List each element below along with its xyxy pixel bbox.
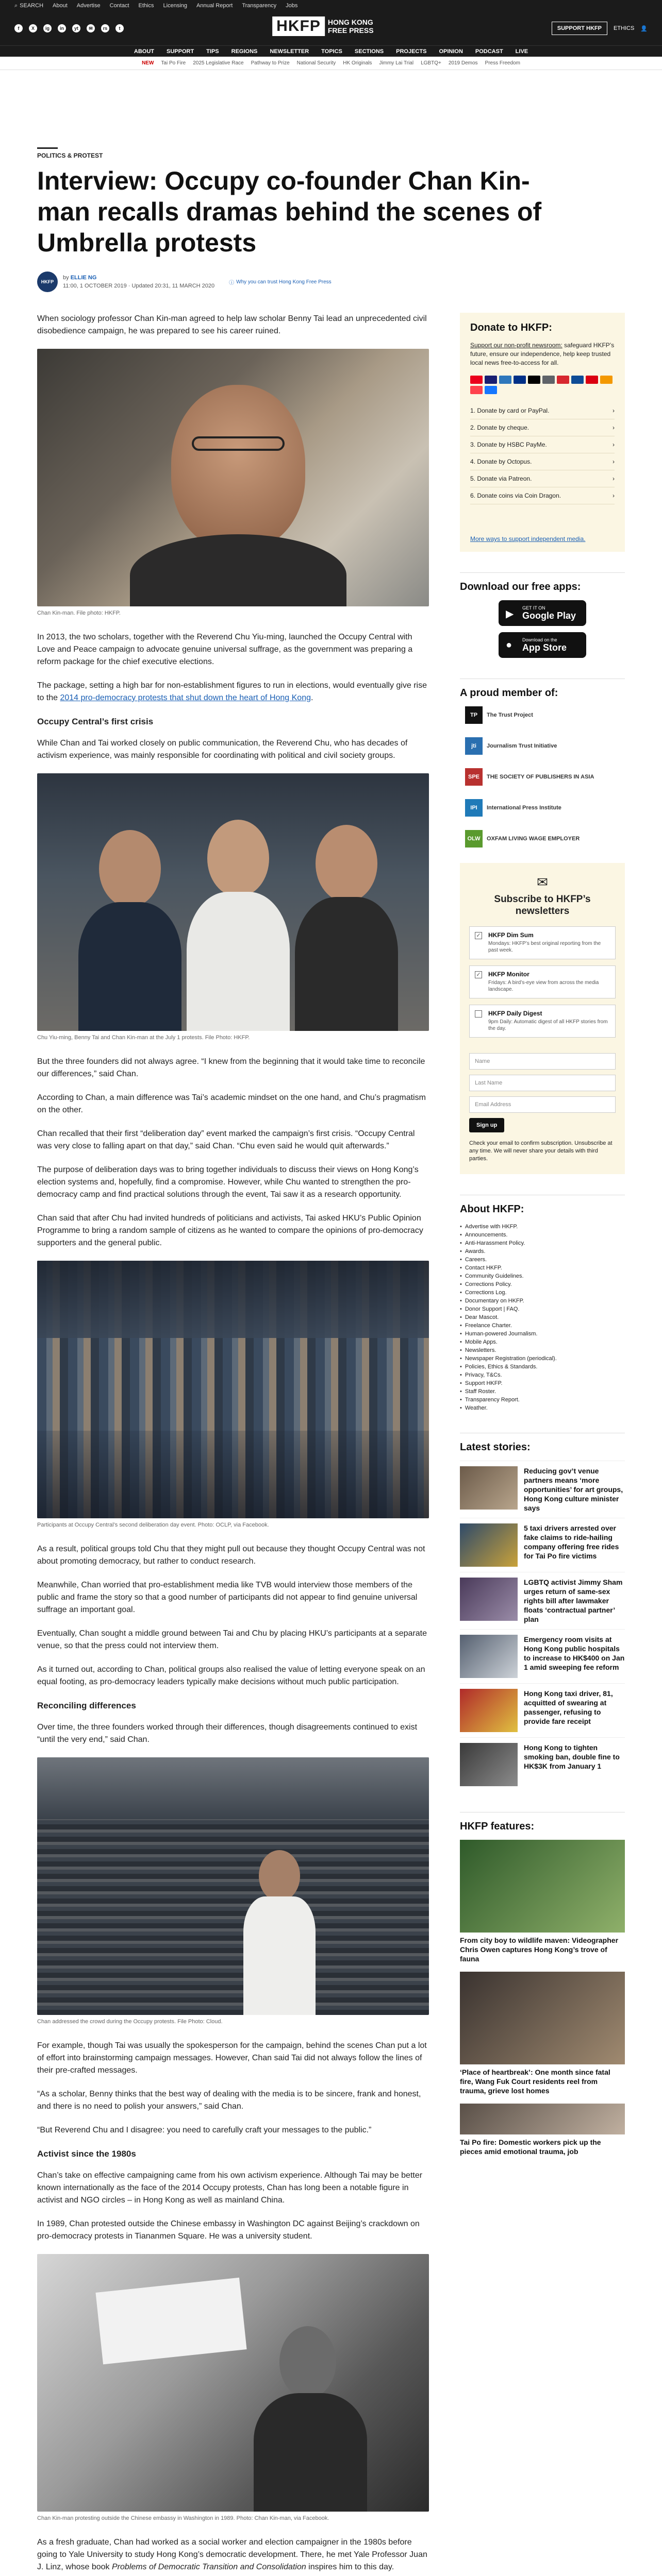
photo-deliberation-day [37,1261,429,1518]
donate-option[interactable]: 3. Donate by HSBC PayMe. › [470,436,615,453]
about-link[interactable]: • Human-powered Journalism. [460,1330,625,1338]
ipi-icon: IPI [465,799,483,817]
author-avatar: HKFP [37,272,58,292]
about-link[interactable]: • Awards. [460,1247,625,1256]
paragraph: As a fresh graduate, Chan had worked as a social worker and election campaigner in the 1980s before going to Yale University to study Hong Kong’s democratic development. There, he met Yale Professor Juan J. Linz, whose book Problems of Democratic Transition and Consolidation inspires him to this day. [37,2538,427,2571]
site-logo[interactable] [272,16,390,36]
page-container [37,147,625,2576]
paragraph: For example, though Tai was usually the spokesperson for the campaign, behind the scenes Chan put a lot of effort into brainstorming campaign messages. However, Chan said Tai did not always follow the lines of their pre-crafted messages. [37,2041,427,2075]
unionpay-icon [557,376,569,384]
nav-topics[interactable]: TOPICS [321,48,342,55]
membership-heading: A proud member of: [460,687,558,699]
trust-link[interactable]: ⓘ Why you can trust Hong Kong Free Press [229,279,332,286]
article-title: Interview: Occupy co-founder Chan Kin-man recalls dramas behind the scenes of Umbrella protests [37,166,542,257]
features-heading: HKFP features: [460,1821,535,1832]
trending-link[interactable]: 2025 Legislative Race [193,60,244,66]
paragraph: Eventually, Chan sought a middle ground between Tai and Chu by placing HKU’s participants at a separate venue, so that the press could not interview them. [37,1629,427,1650]
about-link[interactable]: • Support HKFP. [460,1379,625,1387]
trending-link[interactable]: Press Freedom [485,60,520,66]
last-name-input[interactable]: Last Name [469,1075,616,1091]
trending-nav [0,57,662,70]
about-link[interactable]: • Policies, Ethics & Standards. [460,1363,625,1371]
nav-support[interactable]: SUPPORT [166,48,194,55]
feature-item[interactable]: Tai Po fire: Domestic workers pick up the pieces amid emotional trauma, job [460,2104,625,2156]
topbar-link[interactable]: Jobs [286,3,298,9]
feature-image [460,2104,625,2134]
apple-icon: ● [506,639,512,651]
kicker-divider [37,147,58,149]
about-heading: About HKFP: [460,1204,524,1215]
story-item[interactable]: 5 taxi drivers arrested over fake claims to ride-hailing company offering free rides for Tai Po fire victims [460,1518,625,1572]
trending-link[interactable]: 2019 Demos [448,60,478,66]
byline: HKFP by ELLIE NG 11:00, 1 OCTOBER 2019 · Updated 20:31, 11 MARCH 2020 ⓘ Why you can trust Hong Kong Free Press [37,272,625,292]
story-item[interactable]: Hong Kong to tighten smoking ban, double fine to HK$3K from January 1 [460,1737,625,1791]
x-icon[interactable]: X [29,24,37,32]
trending-link[interactable]: HK Originals [343,60,372,66]
newsletter-checkbox[interactable] [475,1010,482,1018]
jti-icon: jti [465,737,483,755]
trending-link[interactable]: LGBTQ+ [421,60,441,66]
about-link[interactable]: • Transparency Report. [460,1396,625,1404]
trending-link[interactable]: National Security [296,60,336,66]
about-link[interactable]: • Staff Roster. [460,1387,625,1396]
paragraph: As it turned out, according to Chan, political groups also realised the value of letting everyone speak on an equal footing, as pro-democracy leaders typically make decisions without much public participation. [37,1665,425,1686]
story-thumbnail [460,1689,518,1732]
paragraph: According to Chan, a main difference was Tai’s academic mindset on the one hand, and Chu’s pragmatism on the other. [37,1093,426,1114]
member-logo[interactable]: TP The Trust Project [465,706,625,724]
newsletter-option[interactable]: ✓ HKFP Dim Sum Mondays: HKFP’s best original reporting from the past week. [469,926,616,959]
figure [37,349,429,617]
trust-project-icon: TP [465,706,483,724]
chevron-right-icon: › [613,441,615,448]
section-heading: Reconciling differences [37,1701,136,1710]
figure [37,2254,429,2522]
member-logo[interactable]: SPE THE SOCIETY OF PUBLISHERS IN ASIA [465,768,625,786]
ethics-link[interactable]: ETHICS [613,25,635,31]
donate-option[interactable]: 4. Donate by Octopus. › [470,453,615,470]
about-link[interactable]: • Documentary on HKFP. [460,1297,625,1305]
about-link[interactable]: • Donor Support | FAQ. [460,1305,625,1313]
support-hkfp-button[interactable]: SUPPORT HKFP [552,22,607,35]
member-logo[interactable]: IPI International Press Institute [465,799,625,817]
trending-link[interactable]: Tai Po Fire [161,60,186,66]
logo-mark: HKFP [272,16,325,36]
search-link[interactable]: ⌕ SEARCH [14,2,44,9]
inline-link[interactable]: 2014 pro-democracy protests that shut down the heart of Hong Kong [60,693,311,702]
topbar-link[interactable]: Contact [109,3,129,9]
amex-icon [499,376,511,384]
newsletter-checkbox[interactable]: ✓ [475,932,482,939]
about-link[interactable]: • Advertise with HKFP. [460,1223,625,1231]
about-link[interactable]: • Corrections Log. [460,1289,625,1297]
photo-portrait [37,349,429,606]
newsletter-option[interactable]: HKFP Daily Digest 9pm Daily: Automatic digest of all HKFP stories from the day. [469,1005,616,1038]
photo-caption: Chan Kin-man. File photo: HKFP. [37,610,121,616]
trending-link[interactable]: Jimmy Lai Trial [379,60,414,66]
visa-icon [485,376,497,384]
donate-box: Donate to HKFP: Support our non-profit newsroom: safeguard HKFP’s future, ensure our independence, help keep trusted local news free-to-access for all. 1. Donate by card or PayPal. › 2. Donate by cheque. › 3. Donate by HSBC PayMe. › 4. Donate by Octopus. › 5. Donate via Patreon. › 6. Donate coins via Coin Dragon. › More ways to support independent media. [460,313,625,552]
chevron-right-icon: › [613,475,615,482]
facebook-icon[interactable]: f [14,24,23,32]
main-nav [0,45,662,57]
oxfam-icon: OLW [465,830,483,848]
story-thumbnail [460,1578,518,1621]
topbar-link[interactable]: Annual Report [196,3,233,9]
nav-newsletter[interactable]: NEWSLETTER [270,48,309,55]
patreon-icon [470,386,483,394]
about-link[interactable]: • Weather. [460,1404,625,1412]
photo-caption: Participants at Occupy Central’s second deliberation day event. Photo: OCLP, via Facebook. [37,1522,269,1528]
about-link[interactable]: • Mobile Apps. [460,1338,625,1346]
topbar-link[interactable]: Transparency [242,3,277,9]
photo-1989-protest [37,2254,429,2512]
chevron-right-icon: › [613,407,615,414]
newsletter-checkbox[interactable]: ✓ [475,971,482,978]
photo-founders [37,773,429,1031]
topbar-link[interactable]: Advertise [76,3,101,9]
paragraph: As a result, political groups told Chu that they might pull out because they thought Occupy Central was not about promoting democracy, but rather to conduct research. [37,1545,425,1566]
figure [37,1757,429,2025]
paragraph: In 1989, Chan protested outside the Chinese embassy in Washington DC against Beijing’s crackdown on pro-democracy protests in Tiananmen Square. He was a university student. [37,2219,420,2241]
telegram-icon[interactable]: t [115,24,124,32]
story-item[interactable]: Emergency room visits at Hong Kong public hospitals to increase to HK$400 on Jan 1 amid sweeping fee reform [460,1629,625,1683]
nav-about[interactable]: ABOUT [134,48,154,55]
paragraph: Chan recalled that their first “deliberation day” event marked the campaign’s first crisis. “Occupy Central was very close to falling apart on that day,” said Chan. “Chu even said he would quit afterwards.” [37,1129,415,1150]
about-link[interactable]: • Privacy, T&Cs. [460,1371,625,1379]
paragraph: Meanwhile, Chan worried that pro-establishment media like TVB would interview those members of the public and frame the story so that a good number of participants did not appear to find genuine universal suffrage an important goal. [37,1581,418,1614]
member-logo[interactable]: jti Journalism Trust Initiative [465,737,625,755]
brand-bar [0,11,662,45]
feature-item[interactable]: ‘Place of heartbreak’: One month since fatal fire, Wang Fuk Court residents reel from trauma, grieve lost homes [460,1972,625,2095]
paypal-icon [514,376,526,384]
top-utility-bar [0,0,662,11]
info-icon: ⓘ [229,280,235,286]
about-link[interactable]: • Freelance Charter. [460,1321,625,1330]
apps-heading: Download our free apps: [460,581,581,592]
user-icon[interactable]: 👤 [640,25,648,32]
section-heading: Activist since the 1980s [37,2149,136,2159]
mastercard-icon [470,376,483,384]
apps-section [460,572,625,658]
photo-caption: Chu Yiu-ming, Benny Tai and Chan Kin-man at the July 1 protests. File Photo: HKFP. [37,1035,250,1041]
email-input[interactable]: Email Address [469,1096,616,1113]
donate-heading: Donate to HKFP: [470,322,552,333]
member-logo[interactable]: OLW OXFAM LIVING WAGE EMPLOYER [465,830,625,848]
sidebar [460,313,625,2576]
search-icon: ⌕ [14,2,18,9]
about-link[interactable]: • Careers. [460,1256,625,1264]
topbar-link[interactable]: Ethics [138,3,154,9]
newsletter-note: Check your email to confirm subscription. Unsubscribe at any time. We will never share your details with third parties. [469,1140,613,1162]
about-link[interactable]: • Corrections Policy. [460,1280,625,1289]
alipay-icon [485,386,497,394]
paragraph: Over time, the three founders worked through their differences, though disagreements continued to exist “until the very end,” said Chan. [37,1723,418,1744]
story-item[interactable]: Reducing gov’t venue partners means ‘more opportunities’ for art groups, Hong Kong culture minister says [460,1461,625,1518]
rss-icon[interactable]: rs [101,24,109,32]
features-section [460,1812,625,2156]
more-ways-link[interactable]: More ways to support independent media. [470,535,586,543]
story-item[interactable]: Hong Kong taxi driver, 81, acquitted of swearing at passenger, refusing to provide fare receipt [460,1683,625,1737]
applepay-icon [528,376,540,384]
google-play-icon: ▶ [506,608,514,620]
chevron-right-icon: › [613,458,615,465]
jcb-icon [571,376,584,384]
latest-heading: Latest stories: [460,1442,531,1453]
story-thumbnail [460,1743,518,1786]
nav-podcast[interactable]: PODCAST [475,48,503,55]
chevron-right-icon: › [613,492,615,499]
about-link[interactable]: • Newspaper Registration (periodical). [460,1354,625,1363]
paragraph: Chan said that after Chu had invited hundreds of politicians and activists, Tai asked HKU’s Public Opinion Programme to bring a random sample of citizens as he wanted to compare the opinions of pro-democracy supporters and the general public. [37,1214,423,1247]
linkedin-icon[interactable]: in [58,24,66,32]
octopus-icon [600,376,613,384]
about-link[interactable]: • Dear Mascot. [460,1313,625,1321]
google-play-button[interactable]: ▶ GET IT ON Google Play [499,600,586,626]
donate-option[interactable]: 6. Donate coins via Coin Dragon. › [470,487,615,504]
paragraph: The package, setting a high bar for non-establishment figures to run in elections, would eventually give rise to the 2014 pro-democracy protests that shut down the heart of Hong Kong. [37,681,427,702]
nav-sections[interactable]: SECTIONS [354,48,384,55]
nav-tips[interactable]: TIPS [206,48,219,55]
article-body [37,313,429,2576]
story-item[interactable]: LGBTQ activist Jimmy Sham urges return of same-sex rights bill after lawmaker floats ‘contractual partner’ plan [460,1572,625,1629]
topbar-link[interactable]: About [53,3,68,9]
chevron-right-icon: › [613,424,615,431]
app-store-button[interactable]: ● Download on the App Store [499,632,586,658]
newsletter-option[interactable]: ✓ HKFP Monitor Fridays: A bird’s-eye view from across the media landscape. [469,965,616,998]
new-badge: NEW [142,60,154,66]
about-link[interactable]: • Community Guidelines. [460,1272,625,1280]
payme-icon [586,376,598,384]
paragraph: When sociology professor Chan Kin-man agreed to help law scholar Benny Tai lead an unprecedented civil disobedience campaign, he was prepared to see his career ruined. [37,314,427,335]
photo-occupy-crowd [37,1757,429,2015]
feature-item[interactable]: From city boy to wildlife maven: Videographer Chris Owen captures Hong Kong’s trove of fauna [460,1840,625,1963]
paragraph: The purpose of deliberation days was to bring together individuals to discuss their views on Hong Kong’s election systems and, hopefully, find a compromise. However, while Chu wanted to strengthen the pro-democracy camp and find practical solutions through the event, Tai saw it as a research opportunity. [37,1165,419,1199]
sopa-icon: SPE [465,768,483,786]
figure [37,773,429,1041]
donate-option[interactable]: 1. Donate by card or PayPal. › [470,402,615,419]
paragraph: But the three founders did not always agree. “I knew from the beginning that it would take time to reconcile our differences,” said Chan. [37,1057,425,1078]
paragraph: In 2013, the two scholars, together with the Reverend Chu Yiu-ming, launched the Occupy Central with Love and Peace campaign to advocate genuine universal suffrage, as the government was preparing a reform package for the chief executive elections. [37,633,413,666]
publish-dates: 11:00, 1 OCTOBER 2019 · Updated 20:31, 11 MARCH 2020 [63,283,215,289]
topbar-link[interactable]: Licensing [163,3,187,9]
about-section [460,1195,625,1412]
nav-regions[interactable]: REGIONS [231,48,258,55]
about-link[interactable]: • Anti-Harassment Policy. [460,1239,625,1247]
instagram-icon[interactable]: ig [43,24,52,32]
story-thumbnail [460,1466,518,1510]
about-link[interactable]: • Newsletters. [460,1346,625,1354]
newsletter-box [460,863,625,1174]
section-heading: Occupy Central’s first crisis [37,717,154,726]
donate-intro-link[interactable]: Support our non-profit newsroom: [470,342,562,349]
paragraph: Chan’s take on effective campaigning came from his own activism experience. Although Tai may be better known internationally as the face of the 2014 Occupy protests, Chan has long been a notable figure in activist and NGO circles – in Hong Kong as well as mainland China. [37,2171,423,2205]
nav-live[interactable]: LIVE [515,48,528,55]
category-kicker[interactable]: POLITICS & PROTEST [37,152,103,159]
trending-link[interactable]: Pathway to Prize [251,60,290,66]
paragraph: “As a scholar, Benny thinks that the best way of dealing with the media is to be sincere, frank and honest, and there is no need to polish your answers,” said Chan. [37,2090,421,2111]
nav-opinion[interactable]: OPINION [439,48,463,55]
paragraph: While Chan and Tai worked closely on public communication, the Reverend Chu, who has decades of activism experience, was mainly responsible for coordinating with political and civil society groups. [37,739,408,760]
author-link[interactable]: ELLIE NG [70,275,97,281]
nav-projects[interactable]: PROJECTS [396,48,427,55]
paragraph: “But Reverend Chu and I disagree: you need to carefully craft your messages to the public.” [37,2126,372,2134]
googlepay-icon [542,376,555,384]
email-icon[interactable]: ✉ [87,24,95,32]
story-thumbnail [460,1635,518,1678]
sign-up-button[interactable]: Sign up [469,1118,504,1132]
payment-methods [470,376,615,394]
latest-section [460,1433,625,1791]
about-link[interactable]: • Contact HKFP. [460,1264,625,1272]
envelope-icon: ✉ [537,874,548,890]
youtube-icon[interactable]: yt [72,24,80,32]
story-thumbnail [460,1523,518,1567]
about-list [460,1223,625,1412]
donate-option[interactable]: 5. Donate via Patreon. › [470,470,615,487]
photo-caption: Chan addressed the crowd during the Occupy protests. File Photo: Cloud. [37,2019,223,2025]
feature-image [460,1840,625,1933]
donate-option[interactable]: 2. Donate by cheque. › [470,419,615,436]
name-input[interactable]: Name [469,1053,616,1070]
about-link[interactable]: • Announcements. [460,1231,625,1239]
photo-caption: Chan Kin-man protesting outside the Chinese embassy in Washington in 1989. Photo: Chan Kin-man, via Facebook. [37,2515,329,2521]
membership-section [460,679,625,848]
newsletter-heading: Subscribe to HKFP’s newsletters [494,894,591,917]
figure [37,1261,429,1529]
book-title: Problems of Democratic Transition and Consolidation [111,2563,306,2571]
feature-image [460,1972,625,2064]
logo-text: HONG KONG FREE PRESS [327,18,374,35]
social-links [14,24,124,32]
